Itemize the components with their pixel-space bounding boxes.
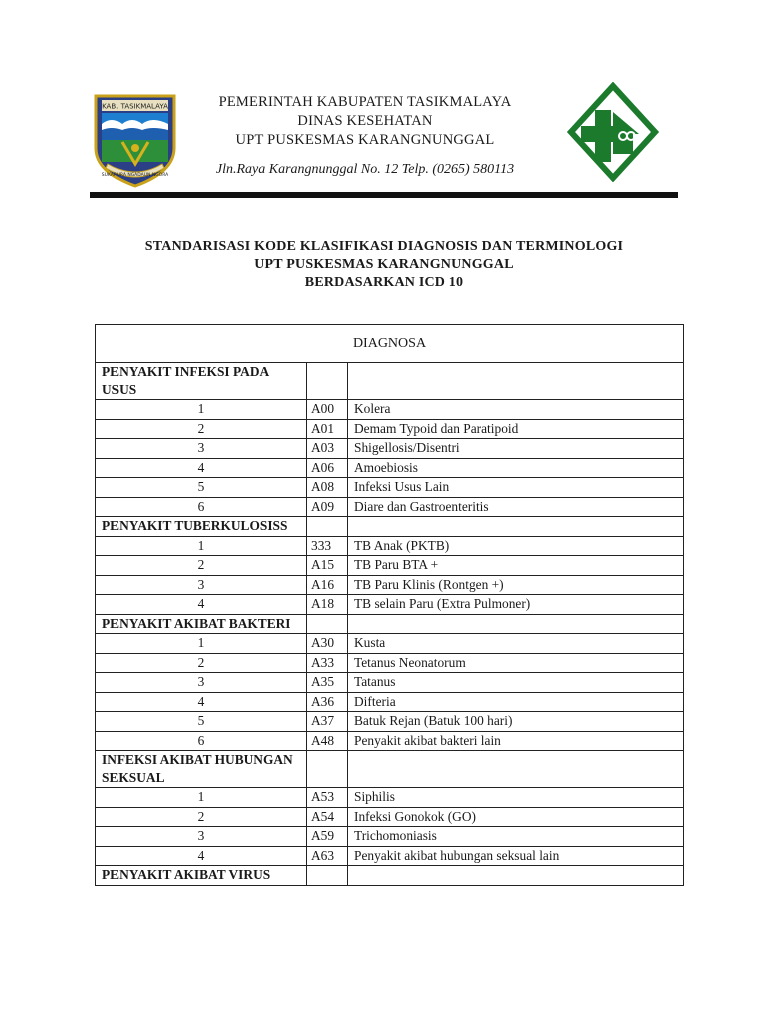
table-row <box>96 419 684 439</box>
table-row <box>96 458 684 478</box>
table-row <box>96 634 684 654</box>
table-row <box>96 439 684 459</box>
puskesmas-line: UPT PUSKESMAS KARANGNUNGGAL <box>235 132 495 148</box>
category-name-cell <box>348 614 684 634</box>
diagnosis-name: Siphilis <box>348 788 684 808</box>
table-row <box>96 536 684 556</box>
row-number: 3 <box>96 673 307 693</box>
category-code-cell <box>307 866 348 886</box>
diagnosis-name: Trichomoniasis <box>348 827 684 847</box>
table-row <box>96 846 684 866</box>
address-line: Jln.Raya Karangnunggal No. 12 Telp. (0265) 580113 <box>215 162 515 177</box>
icd-code: A16 <box>307 575 348 595</box>
category-row <box>96 363 684 400</box>
icd-code: A30 <box>307 634 348 654</box>
icd-code: A37 <box>307 712 348 732</box>
row-number: 4 <box>96 692 307 712</box>
category-code-cell <box>307 614 348 634</box>
category-row <box>96 751 684 788</box>
document-title <box>90 238 678 292</box>
icd-code: A54 <box>307 807 348 827</box>
row-number: 3 <box>96 575 307 595</box>
icd-code: A06 <box>307 458 348 478</box>
icd-code: A18 <box>307 595 348 615</box>
diagnosis-table <box>95 324 684 886</box>
diagnosis-name: Penyakit akibat bakteri lain <box>348 731 684 751</box>
category-label: PENYAKIT INFEKSI PADA USUS <box>96 363 307 400</box>
table-row <box>96 497 684 517</box>
row-number: 1 <box>96 788 307 808</box>
diagnosis-name: Tetanus Neonatorum <box>348 653 684 673</box>
table-row <box>96 712 684 732</box>
icd-code: A33 <box>307 653 348 673</box>
row-number: 4 <box>96 846 307 866</box>
category-code-cell <box>307 517 348 537</box>
icd-code: A15 <box>307 556 348 576</box>
row-number: 5 <box>96 712 307 732</box>
row-number: 2 <box>96 807 307 827</box>
diagnosis-name: Demam Typoid dan Paratipoid <box>348 419 684 439</box>
diagnosis-name: TB selain Paru (Extra Pulmoner) <box>348 595 684 615</box>
row-number: 3 <box>96 827 307 847</box>
category-row <box>96 614 684 634</box>
icd-code: A59 <box>307 827 348 847</box>
icd-code: A53 <box>307 788 348 808</box>
row-number: 1 <box>96 536 307 556</box>
row-number: 4 <box>96 595 307 615</box>
diagnosis-name: Kusta <box>348 634 684 654</box>
department-line: DINAS KESEHATAN <box>297 113 433 129</box>
diagnosis-name: Batuk Rejan (Batuk 100 hari) <box>348 712 684 732</box>
title-line-3: BERDASARKAN ICD 10 <box>304 275 464 290</box>
crest-motto: SUKAPURA NGADAUN NGORA <box>101 173 169 178</box>
diagnosis-name: TB Anak (PKTB) <box>348 536 684 556</box>
table-row <box>96 673 684 693</box>
row-number: 6 <box>96 497 307 517</box>
table-row <box>96 478 684 498</box>
icd-code: A63 <box>307 846 348 866</box>
diagnosis-name: Infeksi Gonokok (GO) <box>348 807 684 827</box>
category-code-cell <box>307 751 348 788</box>
diagnosis-name: TB Paru BTA + <box>348 556 684 576</box>
icd-code: A48 <box>307 731 348 751</box>
header-divider <box>90 192 678 198</box>
diagnosis-name: Diare dan Gastroenteritis <box>348 497 684 517</box>
puskesmas-logo <box>567 82 659 182</box>
title-line-2: UPT PUSKESMAS KARANGNUNGGAL <box>254 257 514 272</box>
row-number: 6 <box>96 731 307 751</box>
category-label: PENYAKIT AKIBAT BAKTERI <box>96 614 307 634</box>
table-row <box>96 788 684 808</box>
table-row <box>96 556 684 576</box>
table-row <box>96 731 684 751</box>
diagnosis-name: Kolera <box>348 400 684 420</box>
diagnosis-name: Amoebiosis <box>348 458 684 478</box>
diagnosis-name: Tatanus <box>348 673 684 693</box>
category-row <box>96 866 684 886</box>
table-row <box>96 595 684 615</box>
table-row <box>96 575 684 595</box>
category-row <box>96 517 684 537</box>
icd-code: A08 <box>307 478 348 498</box>
category-code-cell <box>307 363 348 400</box>
table-header-row <box>96 325 684 363</box>
row-number: 2 <box>96 419 307 439</box>
diagnosis-name: Shigellosis/Disentri <box>348 439 684 459</box>
diagnosis-name: TB Paru Klinis (Rontgen +) <box>348 575 684 595</box>
table-row <box>96 400 684 420</box>
government-line: PEMERINTAH KABUPATEN TASIKMALAYA <box>218 94 512 110</box>
diagnosis-name: Infeksi Usus Lain <box>348 478 684 498</box>
crest-text: KAB. TASIKMALAYA <box>102 102 168 111</box>
icd-code: A00 <box>307 400 348 420</box>
row-number: 2 <box>96 653 307 673</box>
row-number: 1 <box>96 400 307 420</box>
letterhead <box>180 93 550 178</box>
row-number: 4 <box>96 458 307 478</box>
table-row <box>96 807 684 827</box>
category-name-cell <box>348 866 684 886</box>
category-name-cell <box>348 751 684 788</box>
icd-code: A36 <box>307 692 348 712</box>
diagnosis-name: Penyakit akibat hubungan seksual lain <box>348 846 684 866</box>
category-label: PENYAKIT TUBERKULOSISS <box>96 517 307 537</box>
row-number: 1 <box>96 634 307 654</box>
row-number: 3 <box>96 439 307 459</box>
kabupaten-crest-logo <box>92 90 178 188</box>
title-line-1: STANDARISASI KODE KLASIFIKASI DIAGNOSIS DAN TERMINOLOGI <box>144 239 624 254</box>
table-row <box>96 653 684 673</box>
table-row <box>96 827 684 847</box>
category-label: INFEKSI AKIBAT HUBUNGAN SEKSUAL <box>96 751 307 788</box>
icd-code: A09 <box>307 497 348 517</box>
row-number: 5 <box>96 478 307 498</box>
category-label: PENYAKIT AKIBAT VIRUS <box>96 866 307 886</box>
icd-code: A03 <box>307 439 348 459</box>
icd-code: A01 <box>307 419 348 439</box>
category-name-cell <box>348 363 684 400</box>
icd-code: A35 <box>307 673 348 693</box>
category-name-cell <box>348 517 684 537</box>
row-number: 2 <box>96 556 307 576</box>
icd-code: 333 <box>307 536 348 556</box>
diagnosis-name: Difteria <box>348 692 684 712</box>
table-header: DIAGNOSA <box>96 325 684 363</box>
table-row <box>96 692 684 712</box>
